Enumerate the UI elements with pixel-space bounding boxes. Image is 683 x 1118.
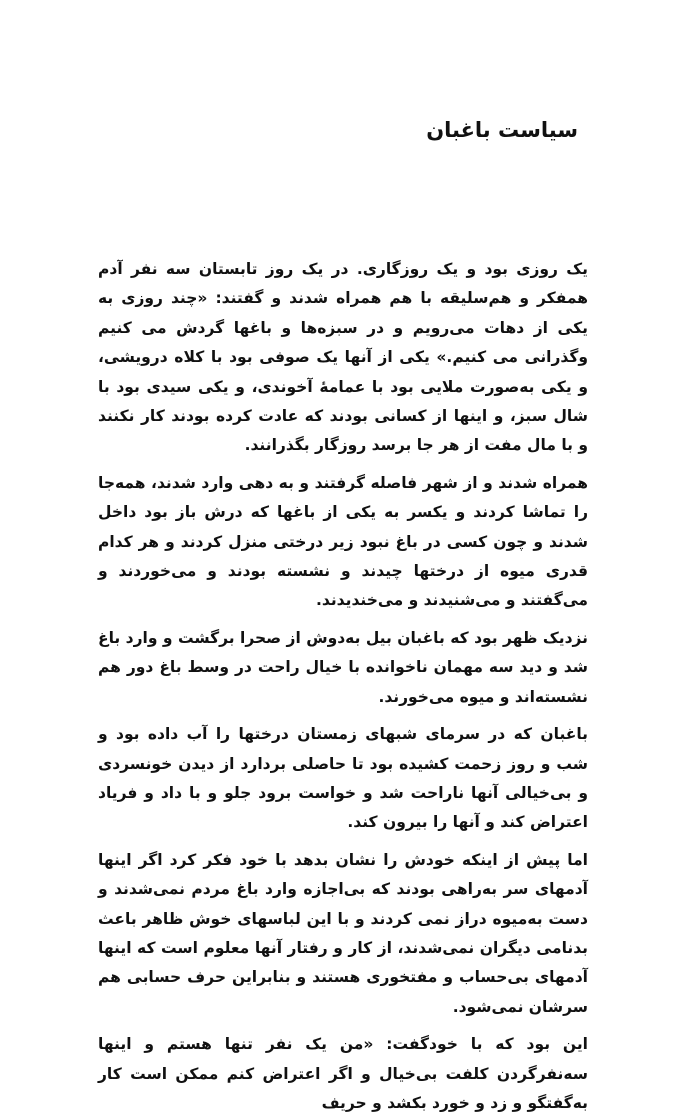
paragraph-2: همراه شدند و از شهر فاصله گرفتند و به دهی وارد شدند، همه‌جا را تماشا کردند و یکسر به یکی از باغها که درش باز بود داخل شدند و چون کسی در باغ نبود زیر درختی منزل کردند و هر کدام قدری میوه از درختها چیدند و نشسته بودند و می‌خوردند و می‌گفتند و می‌شنیدند و می‌خندیدند. bbox=[98, 473, 588, 610]
paragraph-5: اما پیش از اینکه خودش را نشان بدهد با خود فکر کرد اگر اینها آدمهای سر به‌راهی بودند که بی‌اجازه وارد باغ مردم نمی‌شدند و دست به‌میوه دراز نمی کردند و با این لباسهای خوش ظاهر باعث بدنامی دیگران نمی‌شدند، از کار و رفتار آنها معلوم است که اینها آدمهای بی‌حساب و مفتخوری هستند و بنابراین حرف حسابی هم سرشان نمی‌شود. bbox=[98, 850, 588, 1016]
paragraph-3: نزدیک ظهر بود که باغبان بیل به‌دوش از صحرا برگشت و وارد باغ شد و دید سه مهمان ناخوانده با خیال راحت در وسط باغ دور هم نشسته‌اند و میوه می‌خورند. bbox=[98, 628, 588, 706]
page-title: سیاست باغبان bbox=[426, 118, 578, 142]
paragraph-6: این بود که با خودگفت: «من یک نفر تنها هستم و اینها سه‌نفرگردن کلفت بی‌خیال و اگر اعتراض کنم ممکن است کار به‌گفتگو و زد و خورد بکشد و حریف bbox=[98, 1035, 588, 1112]
paragraph-1: یک روزی بود و یک روزگاری. در یک روز تابستان سه نفر آدم همفکر و هم‌سلیقه با هم همراه شدند و گفتند: «چند روزی به یکی از دهات می‌رویم و در سبزه‌ها و باغها گردش می کنیم وگذرانی می کنیم.» یکی از آنها یک صوفی بود با کلاه درویشی، و یکی به‌صورت ملایی بود با عمامهٔ آخوندی، و یکی سیدی بود با شال سبز، و اینها از کسانی بودند که عادت کرده بودند کار نکنند و با مال مفت از هر جا برسد روزگار بگذرانند. bbox=[98, 260, 588, 455]
paragraph-4: باغبان که در سرمای شبهای زمستان درختها را آب داده بود و شب و روز زحمت کشیده بود تا حاصلی بردارد از دیدن خونسردی و بی‌خیالی آنها ناراحت شد و خواست برود جلو و با داد و فریاد اعتراض کند و آنها را بیرون کند. bbox=[98, 725, 588, 832]
story-body bbox=[98, 255, 588, 1118]
